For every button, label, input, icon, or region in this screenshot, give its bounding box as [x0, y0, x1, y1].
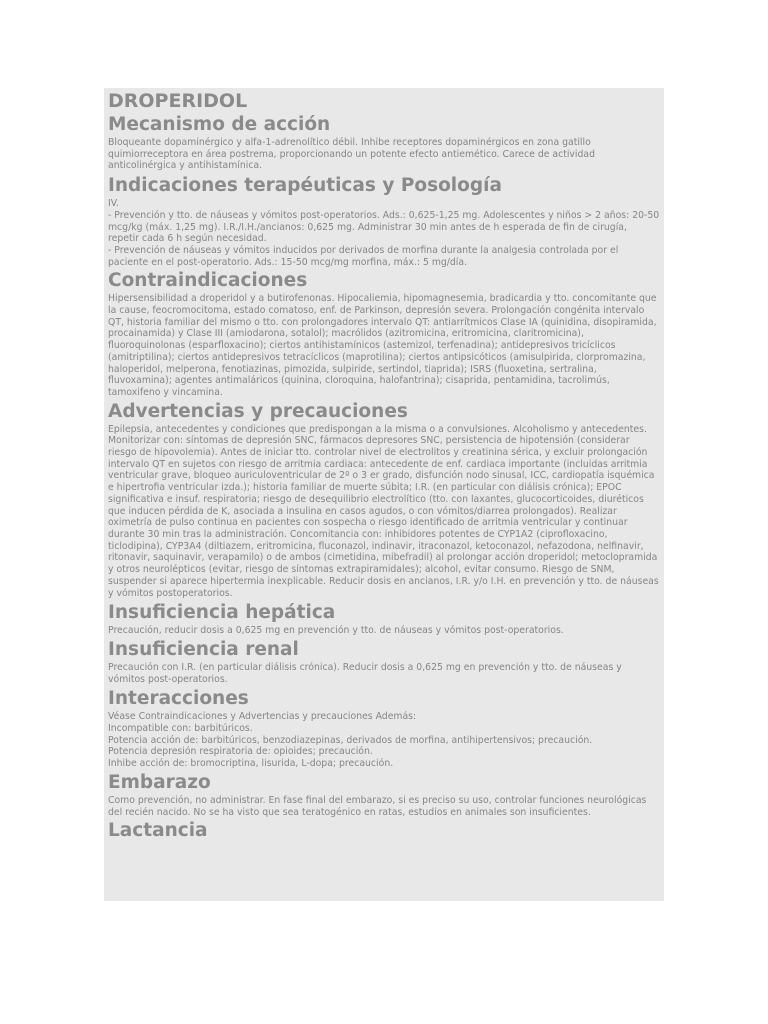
paragraph-line: IV. — [108, 198, 119, 210]
section-contraindicaciones — [108, 269, 660, 398]
section-heading: Lactancia — [108, 820, 208, 842]
paragraph-line: Potencia acción de: barbitúricos, benzodiazepinas, derivados de morfina, antihipertensivos; precaución. — [108, 734, 593, 746]
paragraph-line: Bloqueante dopaminérgico y alfa-1-adrenolítico débil. Inhibe receptores dopaminérgicos en zona gatillo quimiorreceptora en área postrema, proporcionando un potente efecto antiemético. Carece de actividad anticolinérgica y antihistamínica. — [108, 137, 596, 172]
section-heading: Indicaciones terapéuticas y Posología — [108, 175, 502, 197]
section-mecanismo — [108, 113, 660, 172]
section-body — [108, 625, 660, 637]
section-heading: Insuficiencia hepática — [108, 602, 336, 624]
section-embarazo — [108, 771, 660, 818]
section-interacciones — [108, 687, 660, 770]
section-heading: Interacciones — [108, 688, 249, 710]
paragraph-line: Véase Contraindicaciones y Advertencias y precauciones Además: — [108, 711, 417, 723]
paragraph-line: Potencia depresión respiratoria de: opioides; precaución. — [108, 746, 373, 758]
drug-title: DROPERIDOL — [108, 90, 248, 112]
section-heading: Advertencias y precauciones — [108, 400, 408, 422]
section-body — [108, 795, 660, 818]
section-heading: Embarazo — [108, 771, 211, 793]
paragraph-line: Epilepsia, antecedentes y condiciones que predispongan a la misma o a convulsiones. Alcoholismo y antecedentes. Monitorizar con: síntomas de depresión SNC, fármacos depresores SNC, persistencia de hipotensión (considerar riesgo de hipovolemia). Antes de iniciar tto. controlar nivel de electrolitos y creatinina sérica, y excluir prolongación intervalo QT en sujetos con riesgo de arritmia cardiaca: antecedente de enf. cardiaca importante (incluidas arritmia ventricular grave, bloqueo auriculoventricular de 2º o 3 er grado, disfunción nodo sinusal, ICC, cardiopatía isquémica e hipertrofia ventricular izda.); historia familiar de muerte súbita; I.R. (en particular con diálisis crónica); EPOC significativa e insuf. respiratoria; riesgo de desequilibrio electrolítico (tto. con laxantes, glucocorticoides, diuréticos que inducen pérdida de K, asociada a insulina en casos agudos, o con vómitos/diarrea prolongados). Realizar oximetría de pulso continua en pacientes con sospecha o riesgo identificado de arritmia ventricular y continuar durante 30 min tras la administración. Concomitancia con: inhibidores potentes de CYP1A2 (ciprofloxacino, ticlodipina), CYP3A4 (diltiazem, eritromicina, fluconazol, indinavir, itraconazol, ketoconazol, nefazodona, nelfinavir, ritonavir, saquinavir, verapamilo) o de ambos (cimetidina, mibefradil) al prolongar acción droperidol; metoclopramida y otros neurolépticos (evitar, riesgo de síntomas extrapiramidales); alcohol, evitar consumo. Riesgo de SNM, suspender si aparece hipertermia inexplicable. Reducir dosis en ancianos, I.R. y/o I.H. en prevención y tto. de náuseas y vómitos postoperatorios. — [108, 423, 659, 599]
section-heading: Insuficiencia renal — [108, 638, 299, 660]
section-body — [108, 198, 660, 268]
paragraph-line: Precaución con I.R. (en particular diálisis crónica). Reducir dosis a 0,625 mg en prevención y tto. de náuseas y vómitos post-operatorios. — [108, 661, 622, 685]
paragraph-line: Incompatible con: barbitúricos. — [108, 723, 253, 735]
section-insuficiencia-hepatica — [108, 601, 660, 637]
section-heading: Mecanismo de acción — [108, 114, 331, 135]
section-body — [108, 137, 660, 172]
document-page — [104, 88, 664, 901]
section-body — [108, 293, 660, 398]
section-body — [108, 711, 660, 770]
section-lactancia — [108, 819, 660, 843]
paragraph-line: - Prevención y tto. de náuseas y vómitos post-operatorios. Ads.: 0,625-1,25 mg. Adolescentes y niños > 2 años: 20-50 mcg/kg (máx. 1,25 mg). I.R./I.H./ancianos: 0,625 mg. Administrar 30 min antes de h esperada de fin de cirugía, repetir cada 6 h según necesidad. — [108, 209, 660, 245]
paragraph-line: Hipersensibilidad a droperidol y a butirofenonas. Hipocaliemia, hipomagnesemia, bradicardia y tto. concomitante que la cause, feocromocitoma, estado comatoso, enf. de Parkinson, depresión severa. Prolongación congénita intervalo QT, historia familiar del mismo o tto. con prolongadores intervalo QT: antiarrítmicos Clase IA (quinidina, disopiramida, procainamida) y Clase III (amiodarona, sotalol); macrólidos (azitromicina, eritromicina, claritromicina), fluoroquinolonas (esparfloxacino); ciertos antihistamínicos (astemizol, terfenadina); antidepresivos tricíclicos (amitriptilina); ciertos antidepresivos tetracíclicos (maprotilina); ciertos antipsicóticos (amisulpirida, clorpromazina, haloperidol, melperona, fenotiazinas, pimozida, sulpiride, sertindol, tiaprida); ISRS (fluoxetina, sertralina, fluvoxamina); agentes antimaláricos (quinina, cloroquina, halofantrina); cisaprida, pentamidina, tacrolimús, tamoxifeno y vincamina. — [108, 293, 657, 398]
section-body — [108, 424, 660, 600]
section-body — [108, 662, 660, 685]
paragraph-line: Como prevención, no administrar. En fase final del embarazo, si es preciso su uso, controlar funciones neurológicas del recién nacido. No se ha visto que sea teratogénico en ratas, estudios en animales son insuficientes. — [108, 794, 647, 818]
section-indicaciones — [108, 174, 660, 268]
section-insuficiencia-renal — [108, 638, 660, 685]
paragraph-line: - Prevención de náuseas y vómitos inducidos por derivados de morfina durante la analgesia controlada por el paciente en el post-operatorio. Ads.: 15-50 mcg/mg morfina, máx.: 5 mg/día. — [108, 244, 619, 268]
paragraph-line: Inhibe acción de: bromocriptina, lisurida, L-dopa; precaución. — [108, 758, 394, 770]
section-heading: Contraindicaciones — [108, 270, 308, 292]
paragraph-line: Precaución, reducir dosis a 0,625 mg en prevención y tto. de náuseas y vómitos post-operatorios. — [108, 625, 564, 637]
section-advertencias — [108, 400, 660, 600]
